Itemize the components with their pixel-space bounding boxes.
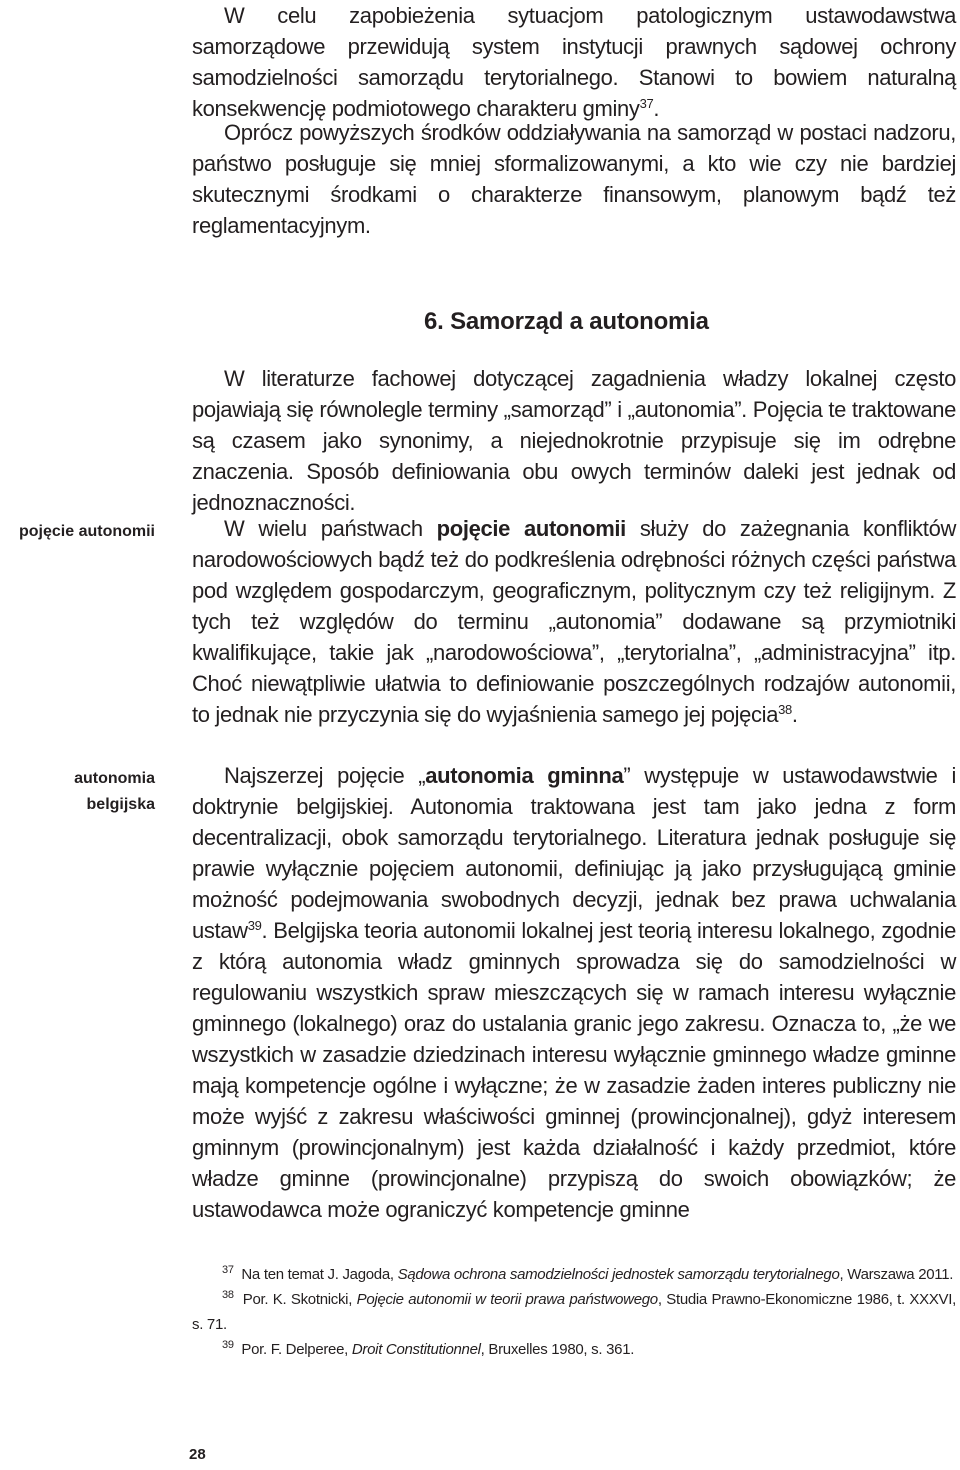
footnote-ref-39[interactable]: 39 — [247, 918, 262, 933]
paragraph-1: W celu zapobieżenia sytuacjom patologicznym ustawodawstwa samorządowe przewidują system instytucji prawnych sądowej ochrony samodzielności samorządu terytorialnego. Stanowi to bowiem naturalną konsekwencję podmiotowego charakteru gminy$^{37}$. — [192, 3, 956, 121]
footnote-ref-38[interactable]: 38 — [778, 702, 792, 717]
paragraph-3: W literaturze fachowej dotyczącej zagadnienia władzy lokalnej często pojawiają się równolegle terminy „samorząd” i „autonomia”. Pojęcia te traktowane są czasem jako synonimy, a niejednokrotnie przypisuje się im odrębne znaczenia. Sposób definiowania obu owych terminów daleki jest jednak od jednoznaczności. — [192, 366, 956, 515]
footnote-ref-37[interactable]: 37 — [639, 96, 654, 111]
term-pojecie-autonomii: pojęcie autonomii — [436, 516, 626, 541]
paragraph-5: Najszerzej pojęcie „autonomia gminna” występuje w ustawodawstwie i doktrynie belgijskiej. Autonomia traktowana jest tam jako jedna z form decentralizacji, obok samorządu terytorialnego. Literatura jednak posługuje się prawie wyłącznie pojęciem autonomii, definiując ją jako przysługującą gminie możność podejmowania swobodnych decyzji, jednak bez prawa uchwalania ustaw$^{39}$. Belgijska teoria autonomii lokalnej jest teorią interesu lokalnego, zgodnie z którą autonomia władz gminnych sprowadza się do samodzielności w regulowaniu wszystkich spraw mieszczących się w ramach interesu wyłącznie gminnego (lokalnego) oraz do ustalania granic jego zakresu. Oznacza to, „że we wszystkich w zasadzie dziedzinach interesu wyłącznie gminnego władze gminne mają kompetencje ogólne i wyłączne; że w zasadzie żaden interes publiczny nie może wyjść z zakresu właściwości gminnej (prowincjonalnej), gdyż interesem gminnym (prowincjonalnym) jest każda działalność i każdy przedmiot, które władze gminne (prowincjonalne) przypiszą do swoich obowiązków; że ustawodawca może ograniczyć kompetencje gminne — [192, 763, 956, 1222]
footnotes — [192, 1262, 956, 1362]
paragraph-4: W wielu państwach pojęcie autonomii służy do zażegnania konfliktów narodowościowych bądź też do podkreślenia odrębności różnych części państwa pod względem gospodarczym, geograficznym, politycznym czy też religijnym. Z tych też względów do terminu „autonomia” dodawane są przymiotniki kwalifikujące, takie jak „narodowościowa”, „terytorialna”, „administracyjna” itp. Choć niewątpliwie ułatwia to definiowanie poszczególnych rodzajów autonomii, to jednak nie przyczynia się do wyjaśnienia samego jej pojęcia$^{38}$. — [192, 516, 956, 727]
footnote-37: $^{37}$ Na ten temat J. Jagoda, Sądowa ochrona samodzielności jednostek samorządu terytorialnego, Warszawa 2011. — [222, 1264, 954, 1283]
term-autonomia-gminna: autonomia gminna — [425, 763, 624, 788]
footnote-38: $^{38}$ Por. K. Skotnicki, Pojęcie autonomii w teorii prawa państwowego, Studia Prawno-Ekonomiczne 1986, t. XXXVI, s. 71. — [192, 1289, 956, 1333]
margin-note-pojecie-autonomii: pojęcie autonomii — [18, 523, 155, 540]
section-heading: 6. Samorząd a autonomia — [424, 308, 709, 335]
paragraph-2: Oprócz powyższych środków oddziaływania na samorząd w postaci nadzoru, państwo posługuje się mniej sformalizowanymi, a kto wie czy nie bardziej skutecznymi środkami o charakterze finansowym, planowym bądź też reglamentacyjnym. — [192, 120, 956, 238]
page-number: 28 — [189, 1446, 206, 1463]
margin-note-autonomia-belgijska: autonomia belgijska — [74, 770, 155, 813]
footnote-39: $^{39}$ Por. F. Delperee, Droit Constitutionnel, Bruxelles 1980, s. 361. — [222, 1339, 635, 1358]
